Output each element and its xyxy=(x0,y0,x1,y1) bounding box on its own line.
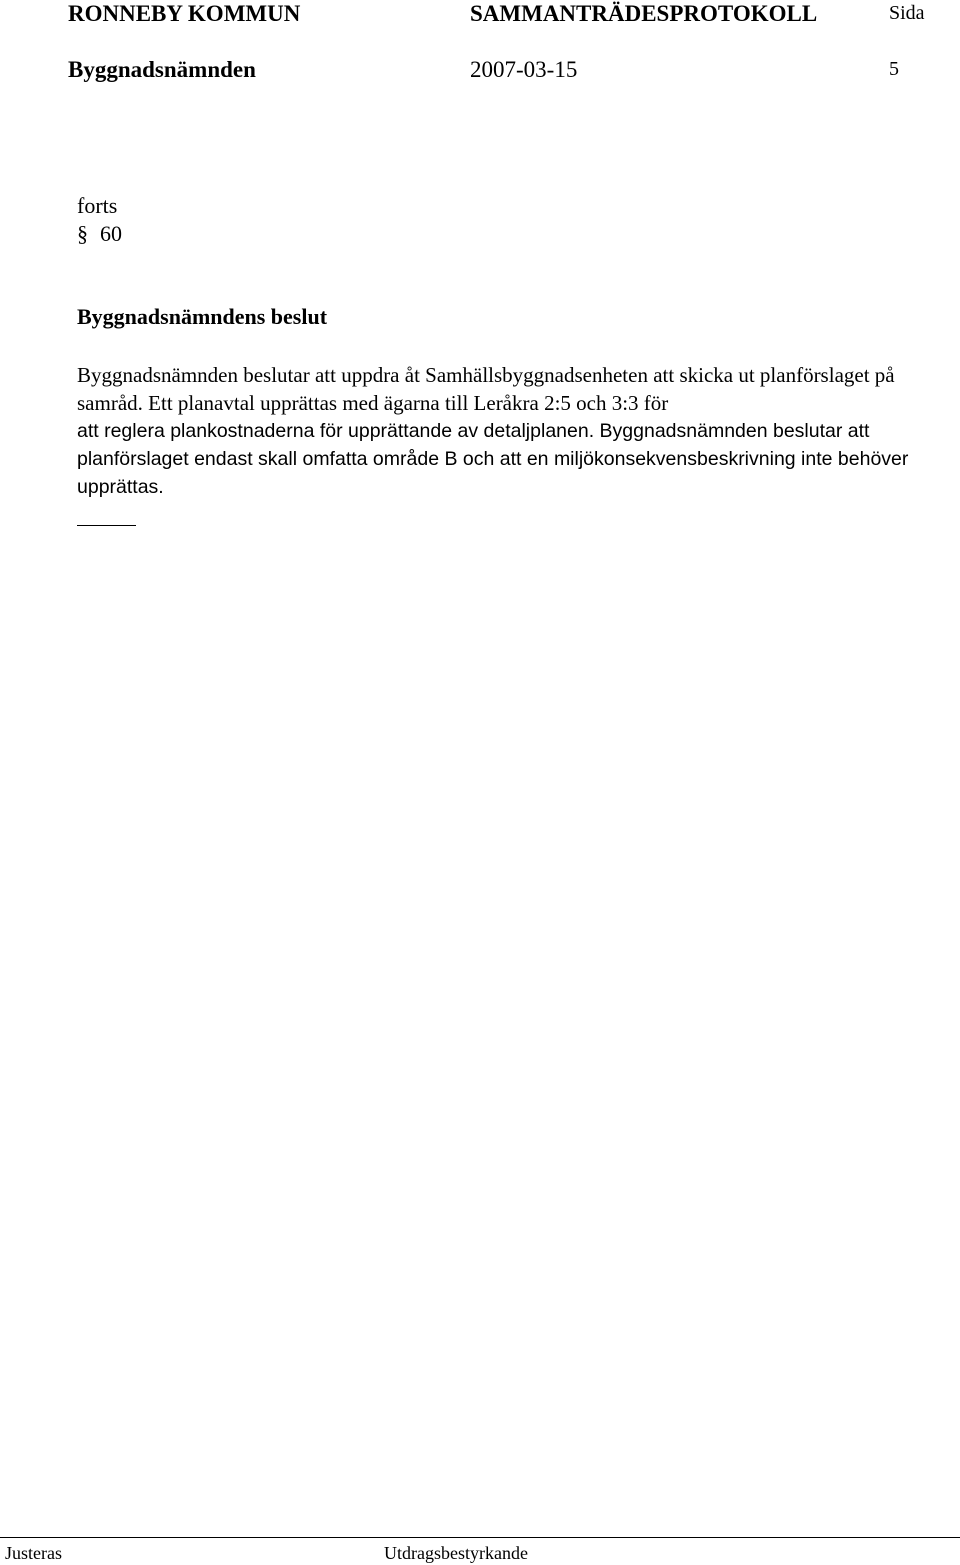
decision-heading: Byggnadsnämndens beslut xyxy=(77,304,328,329)
decision-text-second: att reglera plankostnaderna för upprättande av detaljplanen. Byggnadsnämnden beslutar att planförslaget endast skall omfatta område B och att en miljökonsekvensbeskrivning inte behöver upprättas. xyxy=(77,420,909,498)
decision-text-serif: Byggnadsnämnden beslutar att uppdra åt Samhällsbyggnadsenheten att skicka ut planförslaget på samråd. xyxy=(77,363,895,415)
decision-text-serif-tail: Ett planavtal upprättas med ägarna till Leråkra 2:5 och 3:3 för xyxy=(148,391,669,415)
footer-utdragsbestyrkande: Utdragsbestyrkande xyxy=(384,1543,528,1563)
organization-name: RONNEBY KOMMUN xyxy=(68,1,301,26)
footer-divider xyxy=(0,1537,960,1538)
meeting-date: 2007-03-15 xyxy=(470,57,578,82)
footer-justeras: Justeras xyxy=(5,1543,62,1563)
paragraph-symbol: § xyxy=(77,221,88,246)
page-number: 5 xyxy=(889,58,899,80)
paragraph-number: 60 xyxy=(100,221,122,246)
page-label: Sida xyxy=(889,2,925,24)
section-end-rule xyxy=(77,525,136,526)
decision-text-first xyxy=(77,361,947,417)
document-title: SAMMANTRÄDESPROTOKOLL xyxy=(470,1,818,26)
paragraph-reference xyxy=(77,220,122,247)
continued-label: forts xyxy=(77,193,118,218)
department-name: Byggnadsnämnden xyxy=(68,57,256,82)
